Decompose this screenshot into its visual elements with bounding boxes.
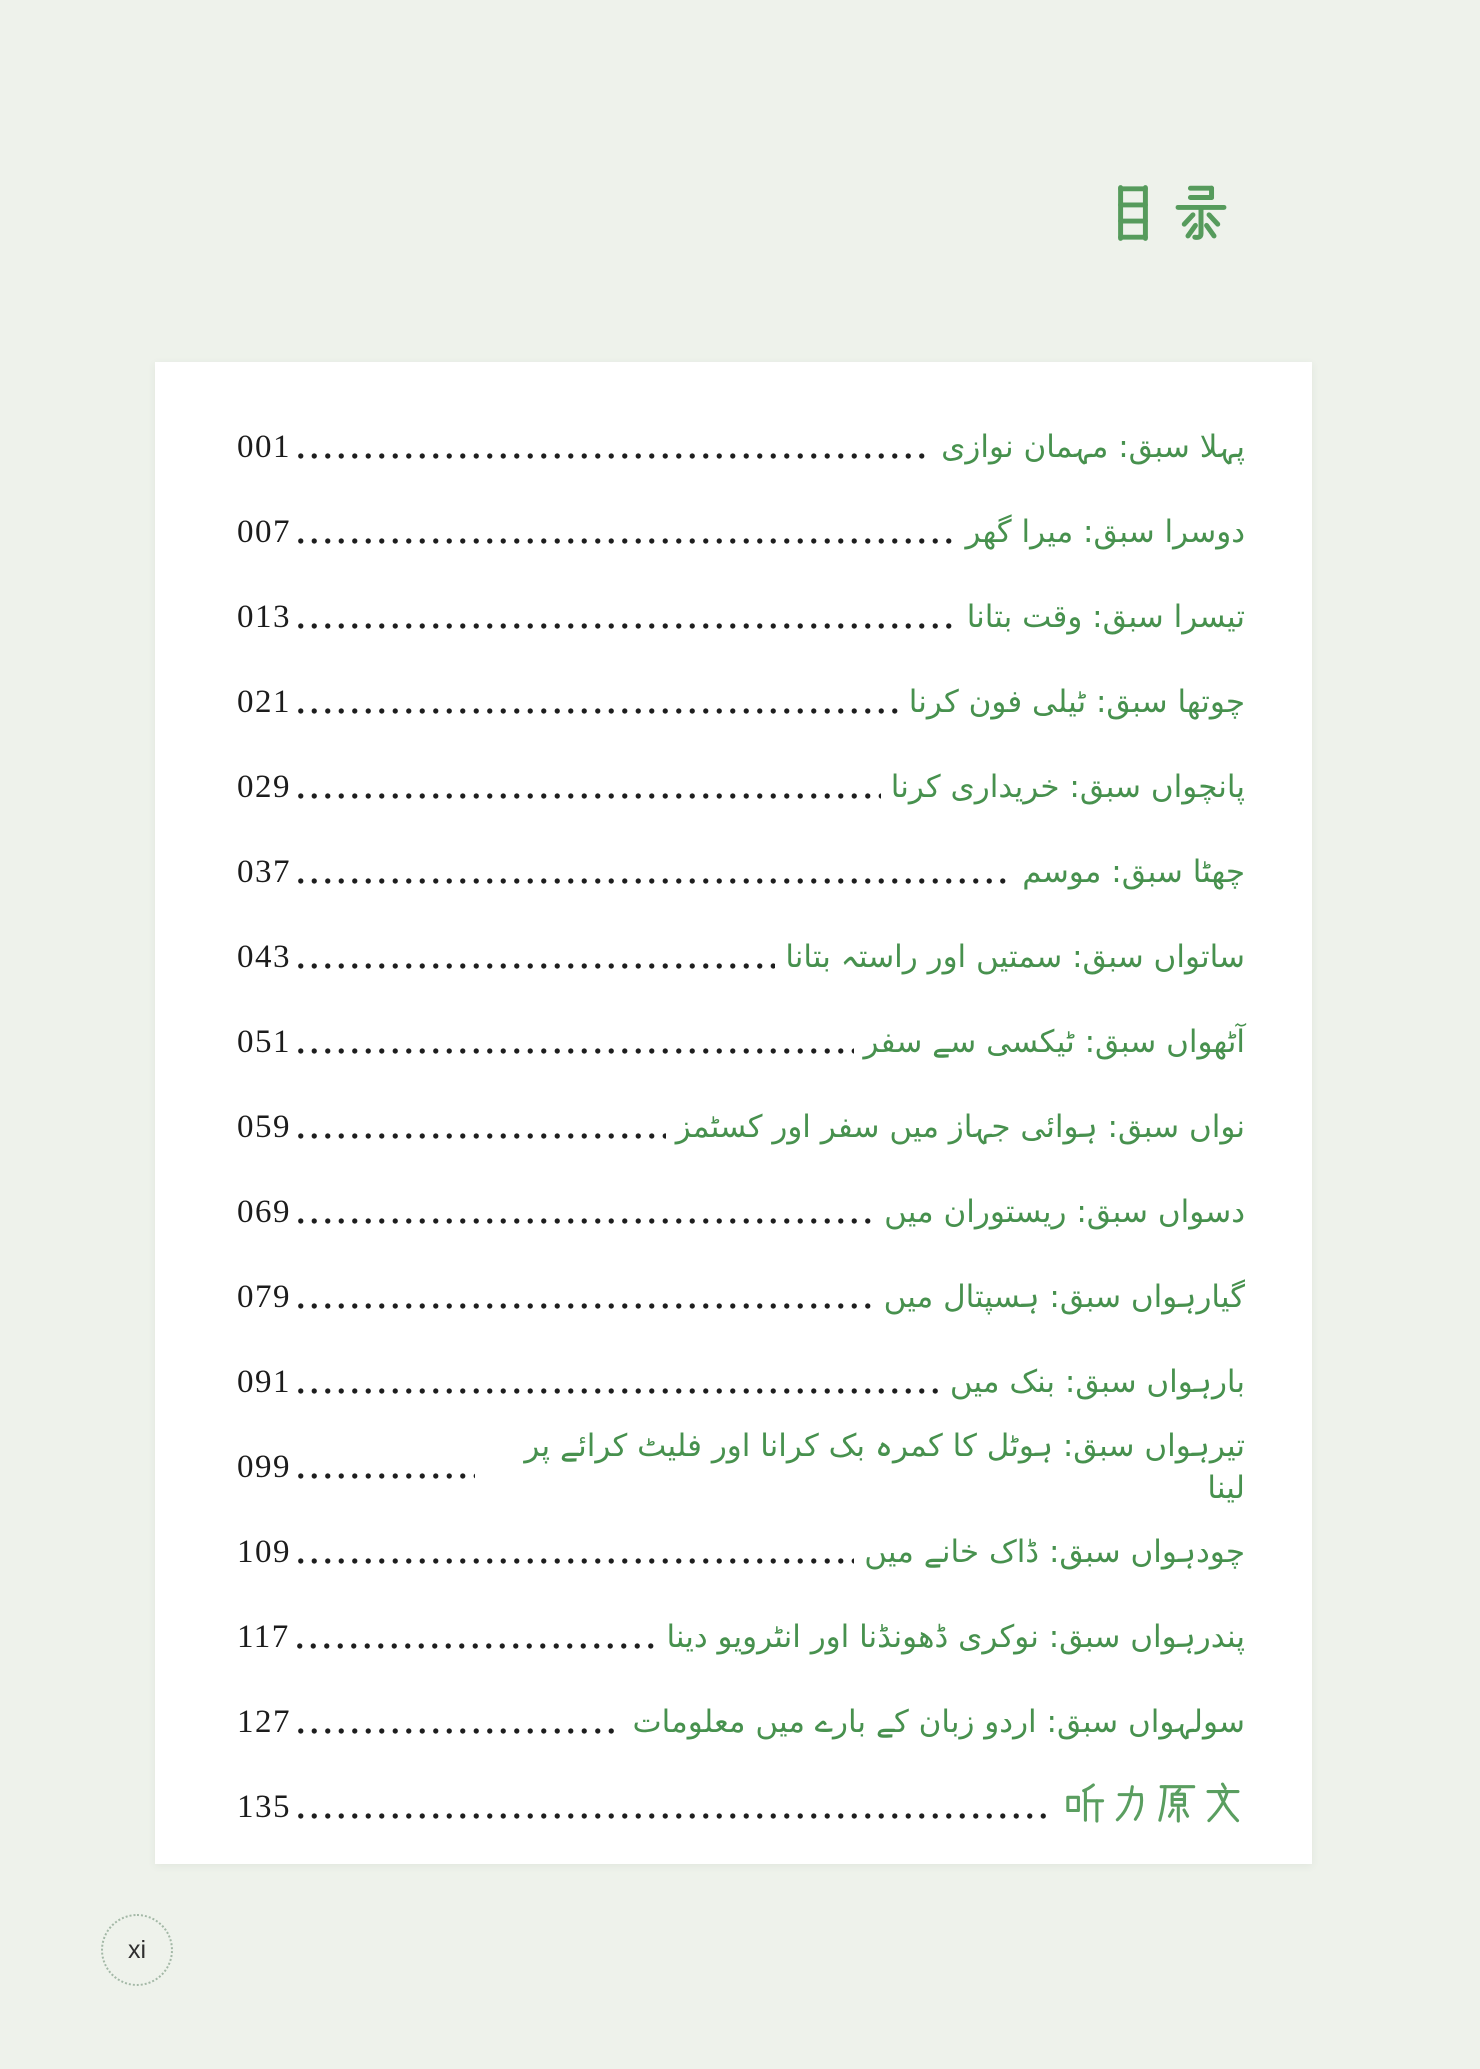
toc-entry: [237, 1085, 1245, 1170]
toc-entry-title: دوسرا سبق: میرا گھر: [965, 513, 1245, 550]
toc-page-number: 079: [237, 1279, 291, 1315]
toc-entry-title: [1063, 1781, 1245, 1837]
toc-page-number: 007: [237, 514, 291, 550]
dot-leader: [294, 1472, 475, 1480]
toc-entry: [237, 1000, 1245, 1085]
toc-entry: [237, 1425, 1245, 1510]
toc-entry: [237, 1340, 1245, 1425]
toc-entry-title: دسواں سبق: ریستوران میں: [884, 1193, 1245, 1230]
folio-circle: [101, 1914, 173, 1986]
toc-entry: [237, 1595, 1245, 1680]
cjk-glyph: [1063, 1781, 1107, 1825]
toc-page-number: 109: [237, 1534, 291, 1570]
toc-page-number: 059: [237, 1109, 291, 1145]
toc-page-number: 127: [237, 1704, 291, 1740]
toc-page-number: 037: [237, 854, 291, 890]
dot-leader: [294, 1812, 1053, 1820]
dot-leader: [293, 1642, 657, 1650]
toc-entry: [237, 405, 1245, 490]
toc-entry-title: تیرہواں سبق: ہوٹل کا کمرہ بک کرانا اور فلیٹ کرائے پر لینا: [524, 1427, 1245, 1506]
dot-leader: [294, 622, 957, 630]
toc-entry-title: بارہواں سبق: بنک میں: [949, 1363, 1245, 1400]
toc-page-number: 001: [237, 429, 291, 465]
cjk-glyph: [1109, 1781, 1153, 1825]
toc-page-number: 051: [237, 1024, 291, 1060]
toc-entry: [237, 830, 1245, 915]
toc-page-number: 099: [237, 1449, 291, 1485]
dot-leader: [294, 707, 899, 715]
cjk-glyph: [1170, 182, 1232, 244]
toc-page-number: 135: [237, 1789, 291, 1825]
toc-entry-title: نواں سبق: ہوائی جہاز میں سفر اور کسٹمز: [675, 1108, 1245, 1145]
toc-entry: [237, 490, 1245, 575]
content-panel: [155, 362, 1312, 1864]
cjk-glyph: [1102, 182, 1164, 244]
toc-page-number: 029: [237, 769, 291, 805]
toc-entry-title: آٹھواں سبق: ٹیکسی سے سفر: [863, 1023, 1245, 1060]
toc-entry: [237, 1680, 1245, 1765]
toc-list: [237, 405, 1245, 1850]
dot-leader: [294, 1302, 874, 1310]
dot-leader: [294, 1727, 622, 1735]
toc-entry-title: پندرہواں سبق: نوکری ڈھونڈنا اور انٹرویو دینا: [666, 1618, 1245, 1655]
dot-leader: [294, 962, 775, 970]
toc-entry-title: چھٹا سبق: موسم: [1022, 853, 1245, 890]
dot-leader: [294, 792, 881, 800]
toc-entry-title: پہلا سبق: مہمان نوازی: [941, 428, 1245, 465]
toc-entry-title: تیسرا سبق: وقت بتانا: [966, 598, 1245, 635]
dot-leader: [294, 1557, 854, 1565]
page-title: [1102, 182, 1232, 249]
toc-entry: [237, 1765, 1245, 1850]
toc-entry-title: سولہواں سبق: اردو زبان کے بارے میں معلومات: [632, 1703, 1245, 1740]
cjk-glyph: [1155, 1781, 1199, 1825]
toc-page-number: 043: [237, 939, 291, 975]
toc-page-number: 069: [237, 1194, 291, 1230]
toc-page-number: 021: [237, 684, 291, 720]
toc-entry-title: گیارہواں سبق: ہسپتال میں: [883, 1278, 1245, 1315]
toc-entry-title: پانچواں سبق: خریداری کرنا: [890, 768, 1245, 805]
toc-entry: [237, 660, 1245, 745]
dot-leader: [294, 1047, 854, 1055]
toc-entry: [237, 1255, 1245, 1340]
toc-entry: [237, 575, 1245, 660]
dot-leader: [294, 1387, 940, 1395]
folio-page-number: xi: [127, 1935, 147, 1964]
toc-page-number: 117: [237, 1619, 290, 1655]
toc-page-number: 091: [237, 1364, 291, 1400]
toc-entry: [237, 745, 1245, 830]
dot-leader: [294, 537, 956, 545]
toc-entry: [237, 1170, 1245, 1255]
toc-entry: [237, 1510, 1245, 1595]
toc-entry-title: ساتواں سبق: سمتیں اور راستہ بتانا: [785, 938, 1245, 975]
cjk-glyph: [1201, 1781, 1245, 1825]
dot-leader: [294, 1132, 666, 1140]
dot-leader: [294, 452, 931, 460]
cjk-text: [1102, 182, 1232, 244]
cjk-text: [1063, 1781, 1245, 1825]
dot-leader: [294, 1217, 874, 1225]
dot-leader: [294, 877, 1012, 885]
toc-page-number: 013: [237, 599, 291, 635]
toc-entry-title: چودہواں سبق: ڈاک خانے میں: [864, 1533, 1245, 1570]
toc-entry-title: چوتھا سبق: ٹیلی فون کرنا: [908, 683, 1245, 720]
toc-entry: [237, 915, 1245, 1000]
